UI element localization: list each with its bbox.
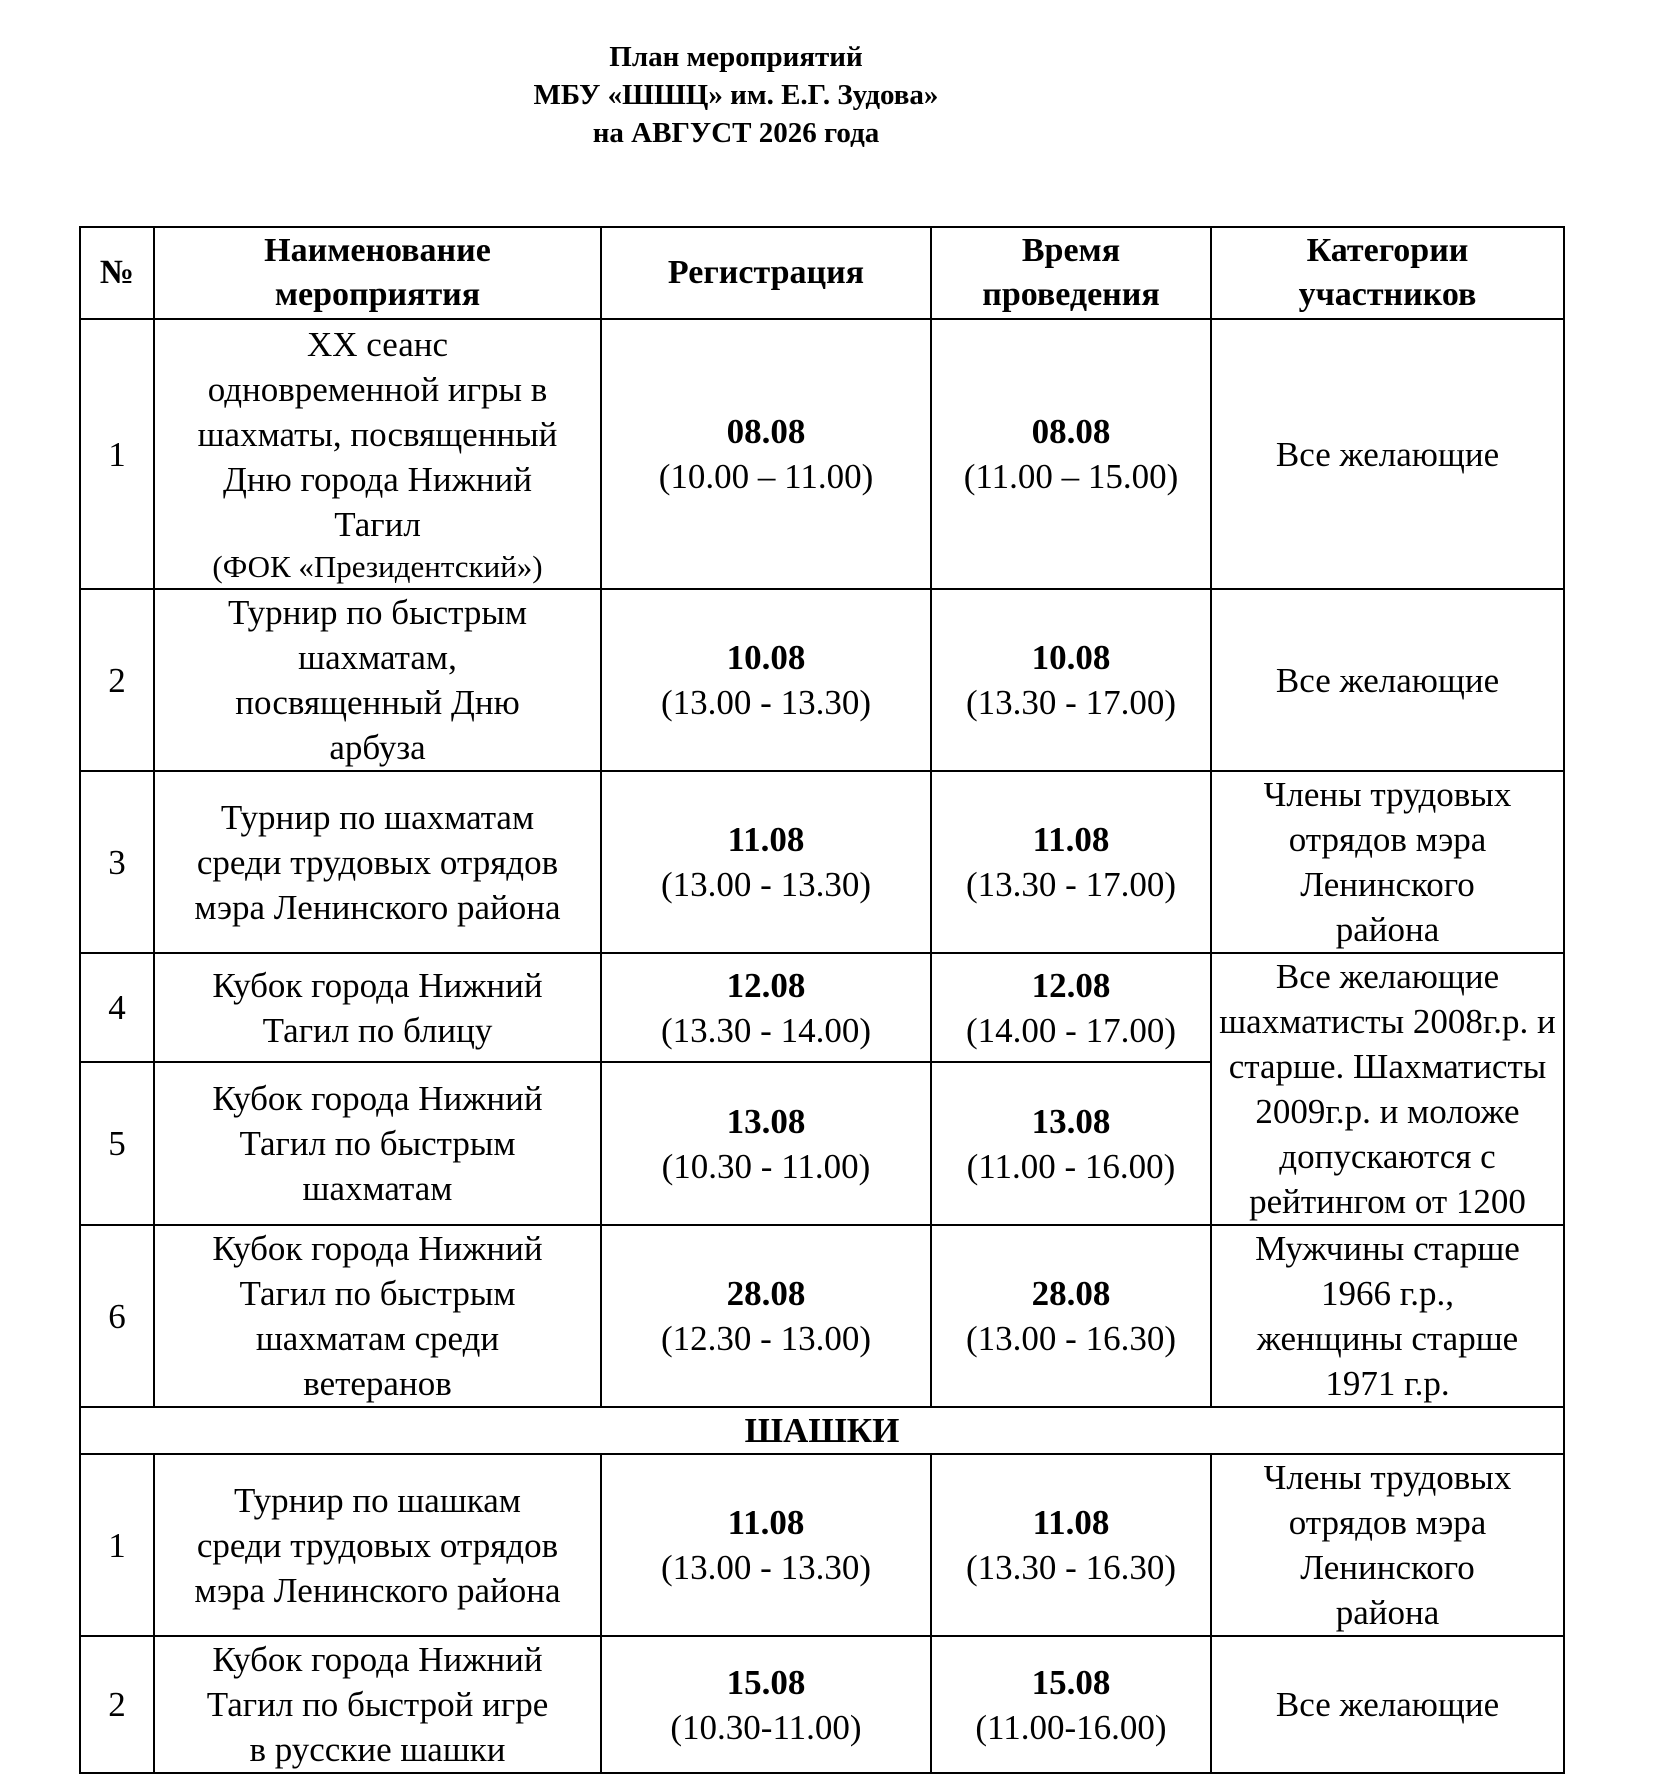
category-line: Члены трудовых — [1263, 775, 1512, 814]
event-name-line: Турнир по быстрым — [227, 593, 528, 632]
section-title: ШАШКИ — [80, 1407, 1564, 1454]
row-number: 5 — [80, 1062, 154, 1225]
registration-time: (13.00 - 13.30) — [661, 683, 871, 722]
registration-date: 10.08 — [726, 638, 806, 677]
events-table — [79, 226, 1565, 1774]
event-name — [154, 1454, 601, 1636]
event-venue: (ФОК «Президентский») — [212, 548, 543, 584]
event-name-line: Тагил по блицу — [262, 1010, 493, 1050]
document-period: на АВГУСТ 2026 года — [592, 117, 880, 149]
event-name — [154, 953, 601, 1062]
registration-cell — [601, 589, 931, 771]
registration-time: (10.00 – 11.00) — [658, 457, 874, 496]
registration-date: 12.08 — [726, 965, 806, 1005]
organization-name: МБУ «ШШЦ» им. Е.Г. Зудова» — [533, 79, 939, 111]
table-row — [80, 953, 1564, 1062]
event-name-line: Кубок города Нижний — [212, 1229, 543, 1268]
event-time-cell — [931, 771, 1211, 953]
event-time: (13.30 - 17.00) — [966, 683, 1176, 722]
event-time: (13.00 - 16.30) — [966, 1319, 1176, 1358]
event-date: 28.08 — [1031, 1274, 1111, 1313]
table-row — [80, 1454, 1564, 1636]
event-time-cell — [931, 1454, 1211, 1636]
registration-date: 08.08 — [726, 412, 806, 451]
event-name — [154, 771, 601, 953]
category-line: отрядов мэра — [1288, 1503, 1487, 1542]
row-number: 4 — [80, 953, 154, 1062]
column-header-time-line: проведения — [982, 276, 1160, 313]
registration-date: 11.08 — [727, 820, 805, 859]
participant-category — [1211, 1225, 1564, 1407]
event-name-line: XX сеанс — [306, 324, 449, 364]
event-date: 10.08 — [1031, 638, 1111, 677]
registration-cell — [601, 953, 931, 1062]
row-number: 3 — [80, 771, 154, 953]
column-header-time-line: Время — [1021, 232, 1121, 269]
event-time: (11.00 - 16.00) — [966, 1146, 1176, 1186]
registration-date: 28.08 — [726, 1274, 806, 1313]
event-name-line: шахматы, посвященный — [197, 414, 558, 454]
event-time-cell — [931, 1225, 1211, 1407]
participant-category: Все желающие — [1211, 589, 1564, 771]
event-name-line: одновременной игры в — [207, 369, 548, 409]
section-row — [80, 1407, 1564, 1454]
event-name-line: Кубок города Нижний — [212, 965, 543, 1005]
column-header-number: № — [80, 227, 154, 319]
category-line: отрядов мэра — [1288, 820, 1487, 859]
event-name-line: Кубок города Нижний — [212, 1079, 543, 1119]
document-title: План мероприятий — [609, 41, 863, 73]
participant-category — [1211, 771, 1564, 953]
registration-cell — [601, 771, 931, 953]
event-name-line: Тагил по быстрой игре — [206, 1685, 549, 1724]
event-name-line: шахматам, — [298, 638, 457, 677]
event-time-cell — [931, 319, 1211, 589]
row-number: 1 — [80, 319, 154, 589]
event-time: (13.30 - 16.30) — [966, 1548, 1176, 1587]
category-line: Члены трудовых — [1263, 1458, 1512, 1497]
event-name-line: мэра Ленинского района — [194, 1570, 561, 1610]
registration-time: (13.00 - 13.30) — [661, 1548, 871, 1587]
event-date: 15.08 — [1031, 1662, 1111, 1702]
event-name-line: Тагил по быстрым — [239, 1274, 516, 1313]
category-line: района — [1335, 910, 1440, 949]
event-name-line: Тагил — [334, 504, 421, 544]
row-number: 1 — [80, 1454, 154, 1636]
column-header-name-line: мероприятия — [274, 276, 481, 313]
event-date: 11.08 — [1032, 1503, 1110, 1542]
table-header-row — [80, 227, 1564, 319]
registration-date: 15.08 — [726, 1662, 806, 1702]
event-name-line: Турнир по шашкам — [234, 1480, 521, 1520]
event-name-line: среди трудовых отрядов — [196, 842, 559, 882]
category-line: допускаются с — [1279, 1137, 1496, 1176]
participant-category: Все желающие — [1211, 319, 1564, 589]
table-row — [80, 319, 1564, 589]
column-header-category — [1211, 227, 1564, 319]
table-row — [80, 771, 1564, 953]
event-time: (11.00 – 15.00) — [963, 457, 1179, 496]
event-time-cell — [931, 589, 1211, 771]
column-header-category-line: Категории — [1306, 232, 1469, 269]
registration-cell — [601, 1454, 931, 1636]
event-time: (11.00-16.00) — [975, 1707, 1167, 1747]
category-line: 2009г.р. и моложе — [1255, 1092, 1520, 1131]
category-line: Все желающие — [1275, 957, 1500, 996]
column-header-name — [154, 227, 601, 319]
registration-time: (13.30 - 14.00) — [661, 1010, 871, 1050]
event-time-cell — [931, 1636, 1211, 1773]
row-number: 2 — [80, 589, 154, 771]
category-line: Ленинского — [1300, 1548, 1475, 1587]
registration-cell — [601, 1062, 931, 1225]
event-name-line: Тагил по быстрым — [239, 1124, 516, 1164]
event-name — [154, 1636, 601, 1773]
registration-date: 11.08 — [727, 1503, 805, 1542]
registration-time: (13.00 - 13.30) — [661, 865, 871, 904]
event-name-line: посвященный Дню — [235, 683, 520, 722]
event-name-line: среди трудовых отрядов — [196, 1525, 559, 1565]
row-number: 2 — [80, 1636, 154, 1773]
event-name — [154, 589, 601, 771]
registration-time: (10.30 - 11.00) — [661, 1146, 871, 1186]
registration-time: (12.30 - 13.00) — [661, 1319, 871, 1358]
event-date: 08.08 — [1031, 412, 1111, 451]
registration-date: 13.08 — [726, 1101, 806, 1141]
event-name-line: Дню города Нижний — [223, 459, 532, 499]
event-name-line: шахматам среди — [255, 1319, 500, 1358]
column-header-name-line: Наименование — [264, 232, 491, 269]
column-header-registration: Регистрация — [601, 227, 931, 319]
event-time-cell — [931, 1062, 1211, 1225]
event-date: 11.08 — [1032, 820, 1110, 859]
category-line: Мужчины старше — [1255, 1229, 1520, 1268]
event-name-line: Турнир по шахматам — [220, 797, 535, 837]
participant-category: Все желающие — [1211, 1636, 1564, 1773]
category-line: шахматисты 2008г.р. и — [1219, 1002, 1556, 1041]
category-line: рейтингом от 1200 — [1249, 1182, 1526, 1221]
column-header-category-line: участников — [1298, 276, 1477, 313]
event-time: (14.00 - 17.00) — [966, 1010, 1176, 1050]
row-number: 6 — [80, 1225, 154, 1407]
registration-cell — [601, 1225, 931, 1407]
category-line: района — [1335, 1593, 1440, 1632]
participant-category — [1211, 953, 1564, 1225]
document-header — [0, 38, 1654, 152]
event-name — [154, 1062, 601, 1225]
event-name — [154, 319, 601, 589]
event-name — [154, 1225, 601, 1407]
event-name-line: шахматам — [302, 1169, 453, 1209]
event-name-line: Кубок города Нижний — [212, 1640, 543, 1679]
participant-category — [1211, 1454, 1564, 1636]
event-time: (13.30 - 17.00) — [966, 865, 1176, 904]
category-line: старше. Шахматисты — [1228, 1047, 1547, 1086]
event-name-line: арбуза — [329, 728, 426, 767]
event-date: 12.08 — [1031, 965, 1111, 1005]
registration-cell — [601, 319, 931, 589]
category-line: 1966 г.р., — [1321, 1274, 1454, 1313]
category-line: Ленинского — [1300, 865, 1475, 904]
column-header-time — [931, 227, 1211, 319]
registration-cell — [601, 1636, 931, 1773]
event-name-line: мэра Ленинского района — [194, 887, 561, 927]
event-date: 13.08 — [1031, 1101, 1111, 1141]
table-row — [80, 1636, 1564, 1773]
registration-time: (10.30-11.00) — [670, 1707, 862, 1747]
table-row — [80, 1225, 1564, 1407]
event-name-line: в русские шашки — [249, 1730, 506, 1769]
category-line: 1971 г.р. — [1325, 1364, 1450, 1403]
category-line: женщины старше — [1256, 1319, 1519, 1358]
event-name-line: ветеранов — [303, 1364, 452, 1403]
table-row — [80, 589, 1564, 771]
event-time-cell — [931, 953, 1211, 1062]
